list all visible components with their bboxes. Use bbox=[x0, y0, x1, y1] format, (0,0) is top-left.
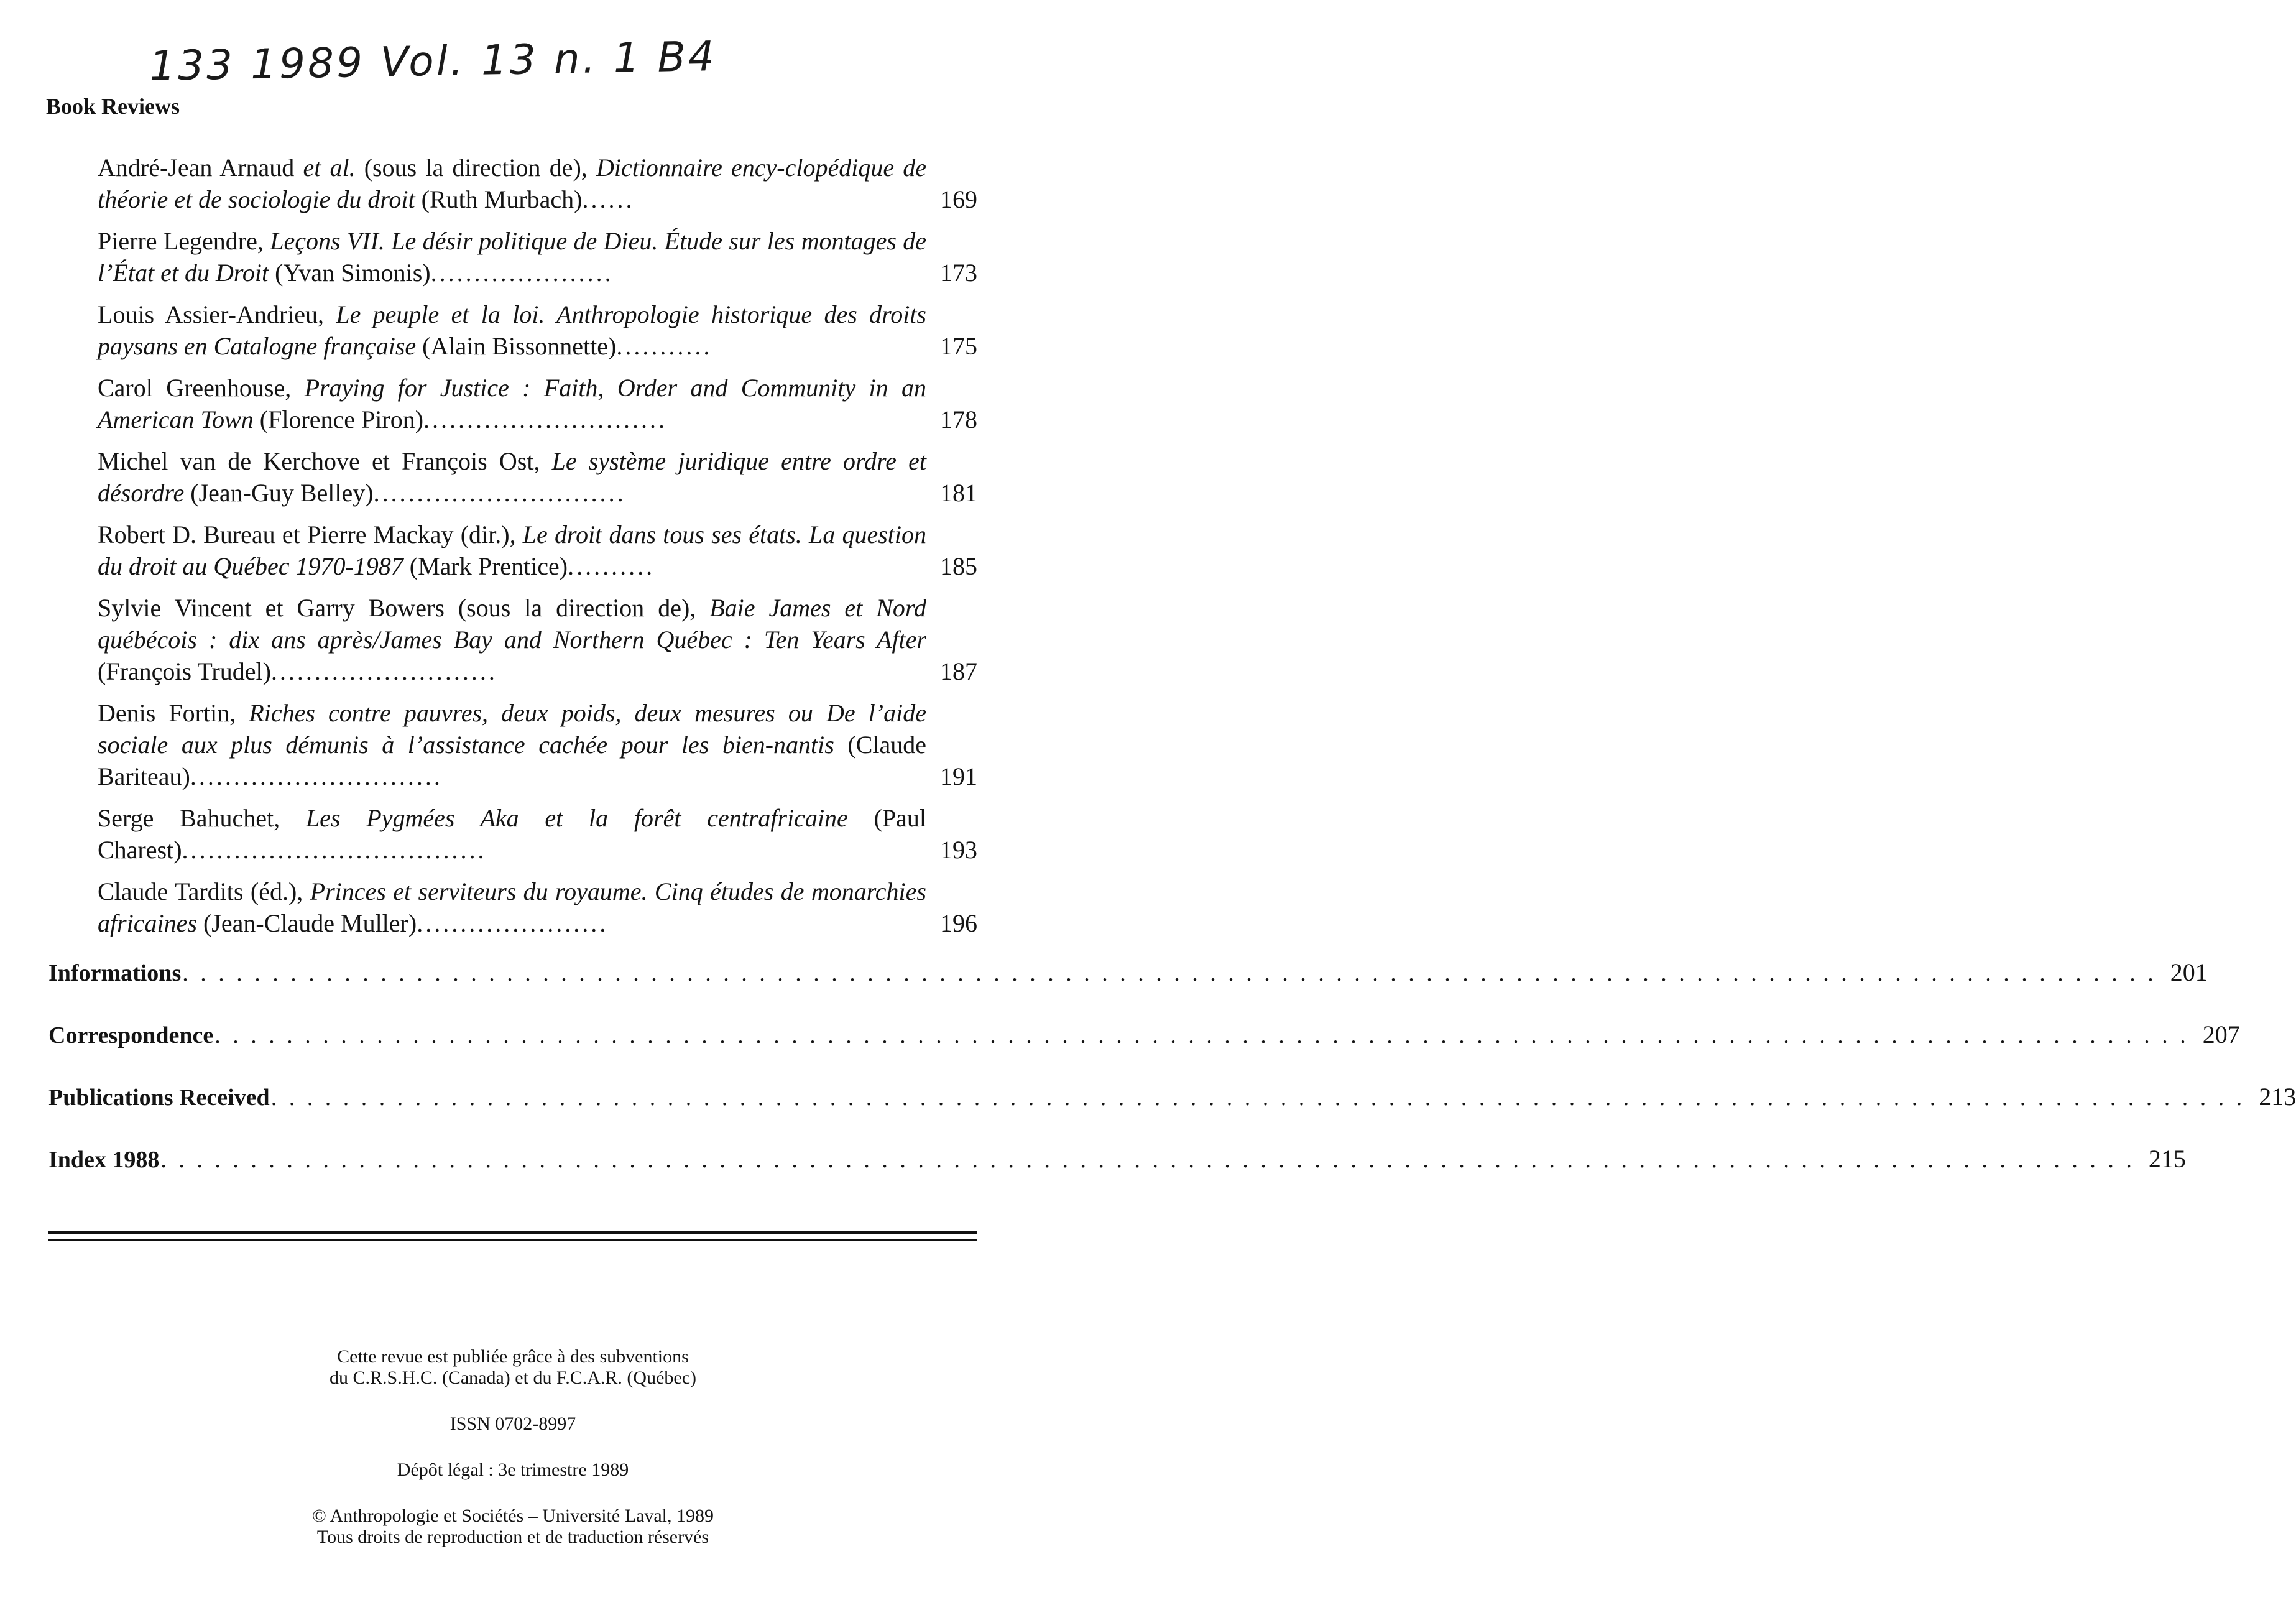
review-reviewer: (Jean-Guy Belley) bbox=[184, 479, 374, 507]
review-entry[interactable] bbox=[98, 445, 977, 509]
review-author: Louis Assier-Andrieu, bbox=[98, 300, 336, 328]
review-entry[interactable] bbox=[98, 298, 977, 362]
review-book-title: Le peuple et la loi. Anthropologie historique des droits paysans en Catalogne française bbox=[98, 300, 926, 360]
review-reviewer: (Claude Bariteau) bbox=[98, 731, 926, 790]
toc-row-index[interactable] bbox=[48, 1144, 2186, 1206]
review-author: Sylvie Vincent et Garry Bowers (sous la direction de), bbox=[98, 594, 710, 622]
review-reviewer: (Mark Prentice) bbox=[403, 552, 568, 580]
dot-leader: ...... bbox=[582, 185, 635, 213]
toc-page-number: 215 bbox=[2148, 1145, 2186, 1173]
review-author: Robert D. Bureau et Pierre Mackay (dir.), bbox=[98, 520, 523, 548]
review-book-title: Princes et serviteurs du royaume. Cinq études de monarchies africaines bbox=[98, 877, 926, 937]
review-entry[interactable] bbox=[98, 519, 977, 582]
footer-rights: Tous droits de reproduction et de traduction réservés bbox=[316, 1527, 709, 1547]
review-text bbox=[98, 802, 926, 866]
review-book-title: Leçons VII. Le désir politique de Dieu. Étude sur les montages de l’État et du Droit bbox=[98, 227, 926, 287]
review-text bbox=[98, 445, 926, 509]
review-text bbox=[98, 298, 926, 362]
review-author-suffix: et al. bbox=[303, 154, 356, 182]
review-author: Carol Greenhouse, bbox=[98, 374, 305, 402]
review-page-number: 181 bbox=[940, 479, 977, 507]
review-author: Pierre Legendre, bbox=[98, 227, 270, 255]
review-page-number: 193 bbox=[940, 836, 977, 864]
footer-legal-deposit: Dépôt légal : 3e trimestre 1989 bbox=[397, 1460, 629, 1480]
review-book-title: Praying for Justice : Faith, Order and Community in an American Town bbox=[98, 374, 927, 433]
dot-leader: . . . . . . . . . . . . . . . . . . . . . . . . . . . . . . . . . . . . . . . . . . . . . . . . . . . . . . . . . . . . . . . . . . . . . . . . . . . . . . . . . . . . . . . . . . . . . . . . . . . . . . . . . . . . . . bbox=[214, 1022, 2189, 1048]
dot-leader: . . . . . . . . . . . . . . . . . . . . . . . . . . . . . . . . . . . . . . . . . . . . . . . . . . . . . . . . . . . . . . . . . . . . . . . . . . . . . . . . . . . . . . . . . . . . . . . . . . . . . . . . . . . . . . bbox=[160, 1147, 2135, 1173]
review-reviewer: (Paul Charest) bbox=[98, 804, 927, 864]
footer-copyright: © Anthropologie et Sociétés – Université Laval, 1989 bbox=[312, 1506, 714, 1526]
toc-row-correspondence[interactable] bbox=[48, 1020, 2240, 1082]
book-reviews-list bbox=[98, 152, 977, 949]
review-text bbox=[98, 152, 926, 215]
review-text bbox=[98, 697, 926, 792]
review-text bbox=[98, 592, 926, 687]
review-author: Denis Fortin, bbox=[98, 699, 249, 727]
review-page-number: 169 bbox=[940, 185, 977, 213]
dot-leader: ............................ bbox=[423, 405, 668, 433]
review-page-number: 175 bbox=[940, 332, 977, 360]
review-text bbox=[98, 519, 926, 582]
toc-row-informations[interactable] bbox=[48, 958, 2208, 1020]
review-reviewer: (Jean-Claude Muller) bbox=[196, 909, 417, 937]
review-author: Serge Bahuchet, bbox=[98, 804, 306, 832]
dot-leader: ..................... bbox=[430, 259, 614, 287]
review-entry[interactable] bbox=[98, 372, 977, 435]
review-entry[interactable] bbox=[98, 876, 977, 939]
review-book-title: Le système juridique entre ordre et désordre bbox=[98, 447, 926, 507]
review-book-title: Le droit dans tous ses états. La question du droit au Québec 1970-1987 bbox=[98, 520, 926, 580]
dot-leader: . . . . . . . . . . . . . . . . . . . . . . . . . . . . . . . . . . . . . . . . . . . . . . . . . . . . . . . . . . . . . . . . . . . . . . . . . . . . . . . . . . . . . . . . . . . . . . . . . . . . . . . . . . . . . . bbox=[182, 960, 2157, 986]
dot-leader: ........... bbox=[616, 332, 712, 360]
review-editor-note: (sous la direction de), bbox=[355, 154, 596, 182]
review-entry[interactable] bbox=[98, 802, 977, 866]
review-reviewer: (Yvan Simonis) bbox=[269, 259, 431, 287]
review-author: André-Jean Arnaud bbox=[98, 154, 303, 182]
dot-leader: ...................... bbox=[417, 909, 609, 937]
review-page-number: 191 bbox=[940, 762, 977, 790]
review-book-title: Riches contre pauvres, deux poids, deux mesures ou De l’aide sociale aux plus démunis à l’assistance cachée pour les bien-nantis bbox=[98, 699, 926, 759]
toc-page-number: 207 bbox=[2202, 1020, 2240, 1048]
review-book-title: Dictionnaire ency-clopédique de théorie et de sociologie du droit bbox=[98, 154, 927, 213]
footer-issn: ISSN 0702-8997 bbox=[450, 1413, 576, 1434]
main-sections-list bbox=[48, 958, 2296, 1206]
toc-label: Correspondence bbox=[48, 1022, 214, 1048]
dot-leader: ................................... bbox=[182, 836, 487, 864]
toc-page-number: 213 bbox=[2259, 1083, 2296, 1111]
toc-label: Informations bbox=[48, 960, 182, 986]
review-entry[interactable] bbox=[98, 225, 977, 289]
toc-page-number: 201 bbox=[2170, 958, 2208, 986]
dot-leader: ............................. bbox=[190, 762, 443, 790]
dot-leader: . . . . . . . . . . . . . . . . . . . . . . . . . . . . . . . . . . . . . . . . . . . . . . . . . . . . . . . . . . . . . . . . . . . . . . . . . . . . . . . . . . . . . . . . . . . . . . . . . . . . . . . . . . . . . . bbox=[270, 1085, 2246, 1111]
review-page-number: 196 bbox=[940, 909, 977, 937]
handwritten-catalog-note: 133 1989 Vol. 13 n. 1 B4 bbox=[149, 32, 717, 90]
footer-funding-line-1: Cette revue est publiée grâce à des subventions bbox=[337, 1346, 689, 1367]
review-reviewer: (Alain Bissonnette) bbox=[416, 332, 617, 360]
review-entry[interactable] bbox=[98, 592, 977, 687]
review-reviewer: (Ruth Murbach) bbox=[415, 185, 583, 213]
divider-rule bbox=[48, 1231, 977, 1234]
divider-rule bbox=[48, 1239, 977, 1241]
review-author: Claude Tardits (éd.), bbox=[98, 877, 310, 905]
review-text bbox=[98, 372, 926, 435]
section-title: Book Reviews bbox=[46, 94, 180, 119]
dot-leader: ............................. bbox=[373, 479, 626, 507]
footer-funding-line-2: du C.R.S.H.C. (Canada) et du F.C.A.R. (Québec) bbox=[329, 1367, 697, 1388]
publication-footer bbox=[187, 1346, 839, 1548]
review-entry[interactable] bbox=[98, 152, 977, 215]
dot-leader: .......... bbox=[568, 552, 655, 580]
review-page-number: 187 bbox=[940, 657, 977, 685]
dot-leader: .......................... bbox=[270, 657, 497, 685]
review-book-title: Les Pygmées Aka et la forêt centrafricaine bbox=[305, 804, 848, 832]
review-page-number: 185 bbox=[940, 552, 977, 580]
review-reviewer: (François Trudel) bbox=[98, 657, 271, 685]
review-author: Michel van de Kerchove et François Ost, bbox=[98, 447, 552, 475]
toc-label: Index 1988 bbox=[48, 1147, 160, 1173]
review-text bbox=[98, 876, 926, 939]
review-page-number: 178 bbox=[940, 405, 977, 433]
review-book-title: Baie James et Nord québécois : dix ans après/James Bay and Northern Québec : Ten Years After bbox=[98, 594, 927, 654]
review-reviewer: (Florence Piron) bbox=[253, 405, 424, 433]
toc-label: Publications Received bbox=[48, 1085, 270, 1111]
toc-row-publications-received[interactable] bbox=[48, 1082, 2296, 1144]
review-text bbox=[98, 225, 926, 289]
review-page-number: 173 bbox=[940, 259, 977, 287]
review-entry[interactable] bbox=[98, 697, 977, 792]
